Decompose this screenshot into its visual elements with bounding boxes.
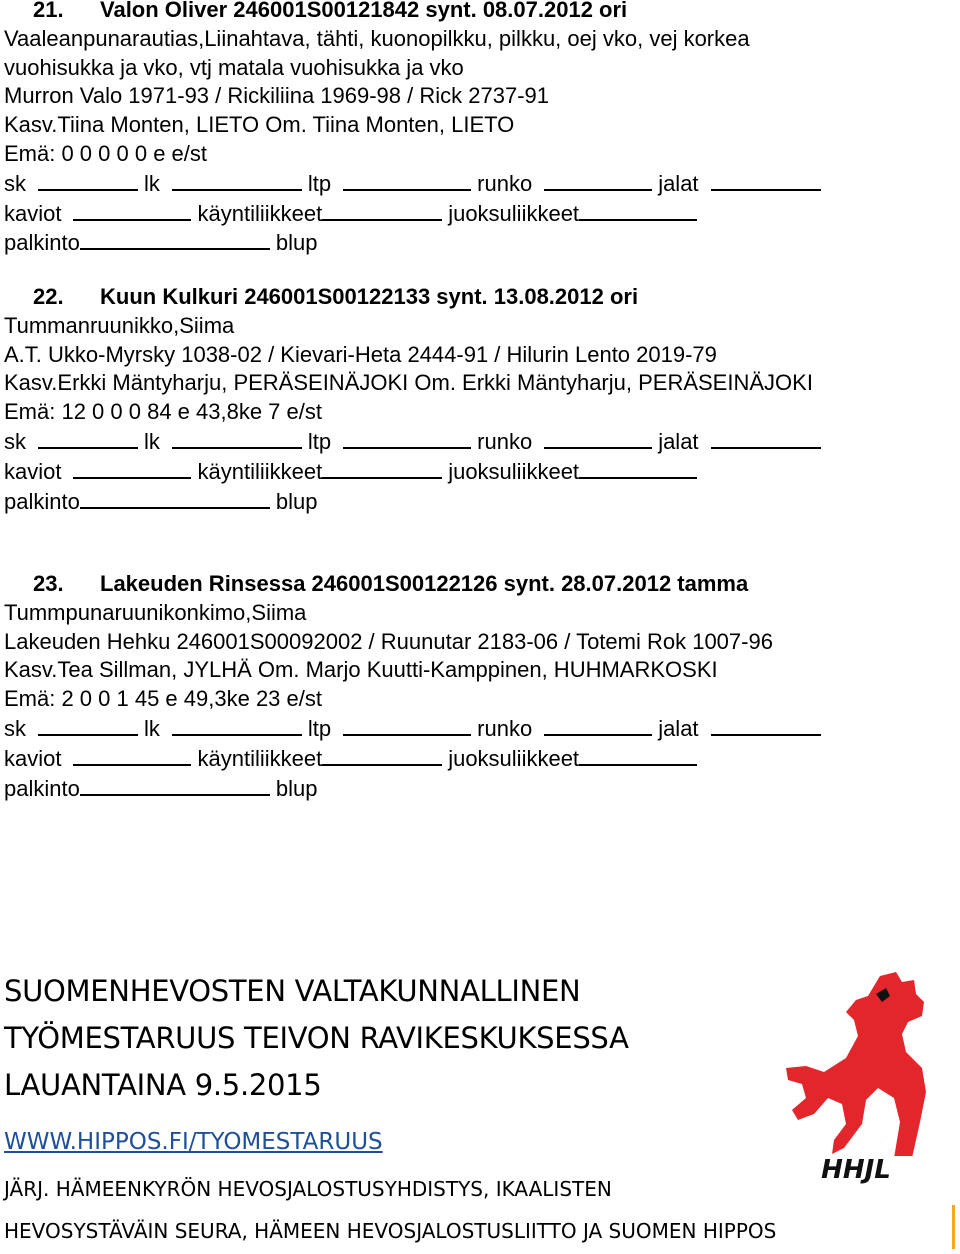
rearing-horse-icon (784, 972, 928, 1184)
entry-line: vuohisukka ja vko, vtj matala vuohisukka ja vko (4, 54, 464, 80)
label-juoksuliikkeet: juoksuliikkeet (448, 458, 580, 484)
entry-line: Kasv.Tea Sillman, JYLHÄ Om. Marjo Kuutti-Kamppinen, HUHMARKOSKI (4, 657, 718, 683)
label-runko: runko (477, 170, 533, 196)
label-kayntiliikkeet: käyntiliikkeet (197, 458, 323, 484)
entry-23 (4, 570, 960, 803)
entry-line: Lakeuden Hehku 246001S00092002 / Ruunutar 2183-06 / Totemi Rok 1007-96 (4, 628, 773, 654)
blank-field (343, 169, 471, 191)
form-row-movement (4, 199, 960, 229)
entry-line: A.T. Ukko-Myrsky 1038-02 / Kievari-Heta 2444-91 / Hilurin Lento 2019-79 (4, 341, 717, 367)
organizers-line: JÄRJ. HÄMEENKYRÖN HEVOSJALOSTUSYHDISTYS, IKAALISTEN (4, 1177, 612, 1201)
event-footer (4, 968, 776, 1247)
blank-field (80, 774, 270, 796)
label-ltp: ltp (307, 170, 332, 196)
blank-field (343, 427, 471, 449)
label-kaviot: kaviot (4, 458, 62, 484)
blank-field (172, 169, 302, 191)
blank-field (172, 427, 302, 449)
label-sk: sk (4, 428, 26, 454)
label-kayntiliikkeet: käyntiliikkeet (197, 200, 323, 226)
entry-21 (4, 0, 960, 258)
blank-field (38, 427, 138, 449)
blank-field (711, 427, 821, 449)
blank-field (343, 714, 471, 736)
blank-field (579, 744, 697, 766)
entry-line: Emä: 12 0 0 0 84 e 43,8ke 7 e/st (4, 399, 322, 425)
label-ltp: ltp (307, 428, 332, 454)
label-runko: runko (477, 715, 533, 741)
label-palkinto: palkinto (4, 488, 80, 514)
label-lk: lk (144, 715, 160, 741)
blank-field (73, 744, 191, 766)
entry-line: Murron Valo 1971-93 / Rickiliina 1969-98 / Rick 2737-91 (4, 83, 549, 109)
entry-number: 23. (33, 571, 64, 596)
entry-line: Kasv.Tiina Monten, LIETO Om. Tiina Monten, LIETO (4, 112, 515, 138)
label-palkinto: palkinto (4, 775, 80, 801)
blank-field (322, 744, 442, 766)
label-juoksuliikkeet: juoksuliikkeet (448, 200, 580, 226)
label-palkinto: palkinto (4, 230, 80, 256)
label-kaviot: kaviot (4, 745, 62, 771)
blank-field (544, 427, 652, 449)
event-title-line: SUOMENHEVOSTEN VALTAKUNNALLINEN (4, 974, 581, 1008)
entry-line: Kasv.Erkki Mäntyharju, PERÄSEINÄJOKI Om. Erkki Mäntyharju, PERÄSEINÄJOKI (4, 370, 813, 396)
entry-number: 22. (33, 284, 64, 309)
blank-field (80, 487, 270, 509)
blank-field (80, 228, 270, 250)
entry-header (4, 0, 960, 25)
entry-line: Emä: 2 0 0 1 45 e 49,3ke 23 e/st (4, 686, 322, 712)
label-lk: lk (144, 428, 160, 454)
form-row-prize (4, 487, 960, 517)
label-sk: sk (4, 715, 26, 741)
blank-field (73, 457, 191, 479)
label-blup: blup (275, 488, 318, 514)
label-jalat: jalat (658, 170, 699, 196)
entry-header (4, 570, 960, 599)
label-blup: blup (275, 230, 318, 256)
entry-line: Tummpunaruunikonkimo,Siima (4, 599, 307, 625)
form-row-conformation (4, 169, 960, 199)
entry-line: Tummanruunikko,Siima (4, 312, 235, 338)
logo-text: HHJL (821, 1155, 891, 1184)
blank-field (38, 169, 138, 191)
blank-field (544, 714, 652, 736)
blank-field (579, 199, 697, 221)
label-ltp: ltp (307, 715, 332, 741)
label-sk: sk (4, 170, 26, 196)
entry-title: Kuun Kulkuri 246001S00122133 synt. 13.08.2012 ori (100, 284, 639, 309)
entry-title: Valon Oliver 246001S00121842 synt. 08.07.2012 ori (100, 0, 628, 22)
hhjl-logo (784, 972, 928, 1184)
entry-line: Vaaleanpunarautias,Liinahtava, tähti, kuonopilkku, pilkku, oej vko, vej korkea (4, 25, 750, 51)
label-juoksuliikkeet: juoksuliikkeet (448, 745, 580, 771)
label-kaviot: kaviot (4, 200, 62, 226)
blank-field (544, 169, 652, 191)
entry-line: Emä: 0 0 0 0 0 e e/st (4, 140, 208, 166)
form-row-movement (4, 457, 960, 487)
form-row-conformation (4, 714, 960, 744)
form-row-conformation (4, 427, 960, 457)
blank-field (38, 714, 138, 736)
edge-marker (952, 1205, 955, 1249)
label-blup: blup (275, 775, 318, 801)
entry-number: 21. (33, 0, 64, 22)
label-jalat: jalat (658, 428, 699, 454)
blank-field (322, 457, 442, 479)
label-lk: lk (144, 170, 160, 196)
form-row-movement (4, 744, 960, 774)
entry-title: Lakeuden Rinsessa 246001S00122126 synt. 28.07.2012 tamma (100, 571, 749, 596)
form-row-prize (4, 774, 960, 804)
entry-22 (4, 283, 960, 516)
form-row-prize (4, 228, 960, 258)
event-title-line: TYÖMESTARUUS TEIVON RAVIKESKUKSESSA (4, 1021, 629, 1055)
entry-header (4, 283, 960, 312)
blank-field (73, 199, 191, 221)
label-runko: runko (477, 428, 533, 454)
blank-field (322, 199, 442, 221)
blank-field (579, 457, 697, 479)
label-jalat: jalat (658, 715, 699, 741)
organizers-line: HEVOSYSTÄVÄIN SEURA, HÄMEEN HEVOSJALOSTUSLIITTO JA SUOMEN HIPPOS (4, 1219, 777, 1243)
blank-field (711, 169, 821, 191)
website-link[interactable]: WWW.HIPPOS.FI/TYOMESTARUUS (4, 1129, 383, 1155)
blank-field (172, 714, 302, 736)
event-date-line: LAUANTAINA 9.5.2015 (4, 1068, 322, 1102)
blank-field (711, 714, 821, 736)
label-kayntiliikkeet: käyntiliikkeet (197, 745, 323, 771)
